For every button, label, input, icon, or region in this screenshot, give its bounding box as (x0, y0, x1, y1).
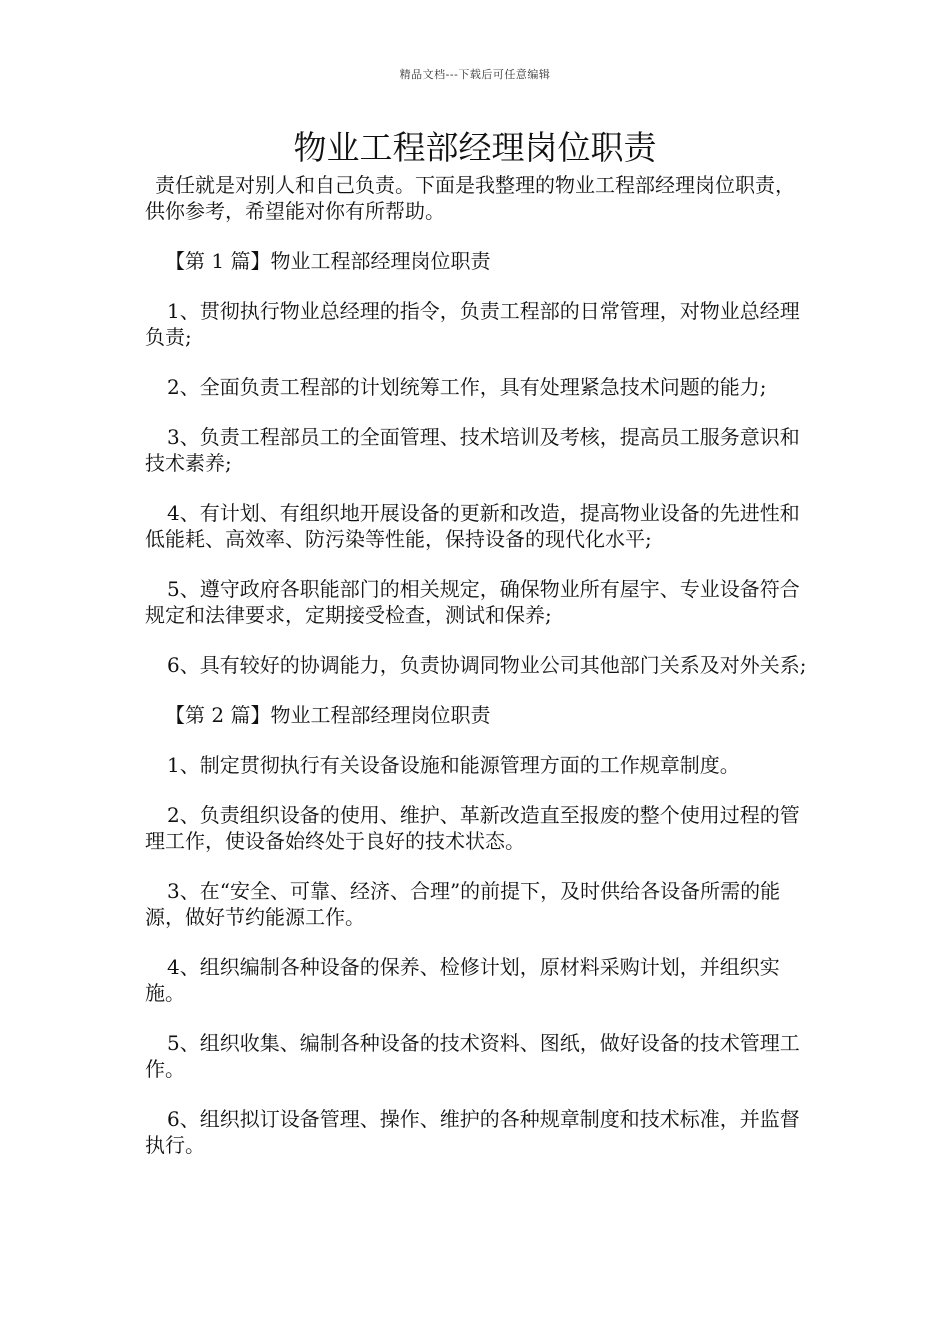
section-1-item-1: 1、贯彻执行物业总经理的指令，负责工程部的日常管理，对物业总经理负责; (145, 299, 800, 349)
section-2-item-3: 3、在“安全、可靠、经济、合理”的前提下，及时供给各设备所需的能源，做好节约能源工作。 (145, 879, 781, 929)
section-1-item-2: 2、全面负责工程部的计划统筹工作，具有处理紧急技术问题的能力; (167, 375, 767, 399)
section-1-item-3: 3、负责工程部员工的全面管理、技术培训及考核，提高员工服务意识和技术素养; (145, 425, 800, 475)
section-2-item-2: 2、负责组织设备的使用、维护、革新改造直至报废的整个使用过程的管理工作，使设备始终处于良好的技术状态。 (145, 803, 800, 853)
section-1-item-5: 5、遵守政府各职能部门的相关规定，确保物业所有屋宇、专业设备符合规定和法律要求，定期接受检查，测试和保养; (145, 577, 800, 627)
section-1-heading: 【第 1 篇】物业工程部经理岗位职责 (165, 249, 491, 273)
section-2-heading: 【第 2 篇】物业工程部经理岗位职责 (165, 703, 491, 727)
header-note: 精品文档---下载后可任意编辑 (399, 68, 551, 81)
document-body (145, 172, 810, 1182)
intro-paragraph: 责任就是对别人和自己负责。下面是我整理的物业工程部经理岗位职责，供你参考，希望能对你有所帮助。 (145, 173, 795, 223)
section-2-item-6: 6、组织拟订设备管理、操作、维护的各种规章制度和技术标准，并监督执行。 (145, 1107, 800, 1157)
section-2-item-5: 5、组织收集、编制各种设备的技术资料、图纸，做好设备的技术管理工作。 (145, 1031, 800, 1081)
section-2-item-4: 4、组织编制各种设备的保养、检修计划，原材料采购计划，并组织实施。 (145, 955, 780, 1005)
section-1-item-6: 6、具有较好的协调能力，负责协调同物业公司其他部门关系及对外关系; (167, 653, 807, 677)
section-1-item-4: 4、有计划、有组织地开展设备的更新和改造，提高物业设备的先进性和低能耗、高效率、防污染等性能，保持设备的现代化水平; (145, 501, 800, 551)
document-title: 物业工程部经理岗位职责 (293, 128, 657, 167)
section-2-item-1: 1、制定贯彻执行有关设备设施和能源管理方面的工作规章制度。 (167, 753, 740, 777)
